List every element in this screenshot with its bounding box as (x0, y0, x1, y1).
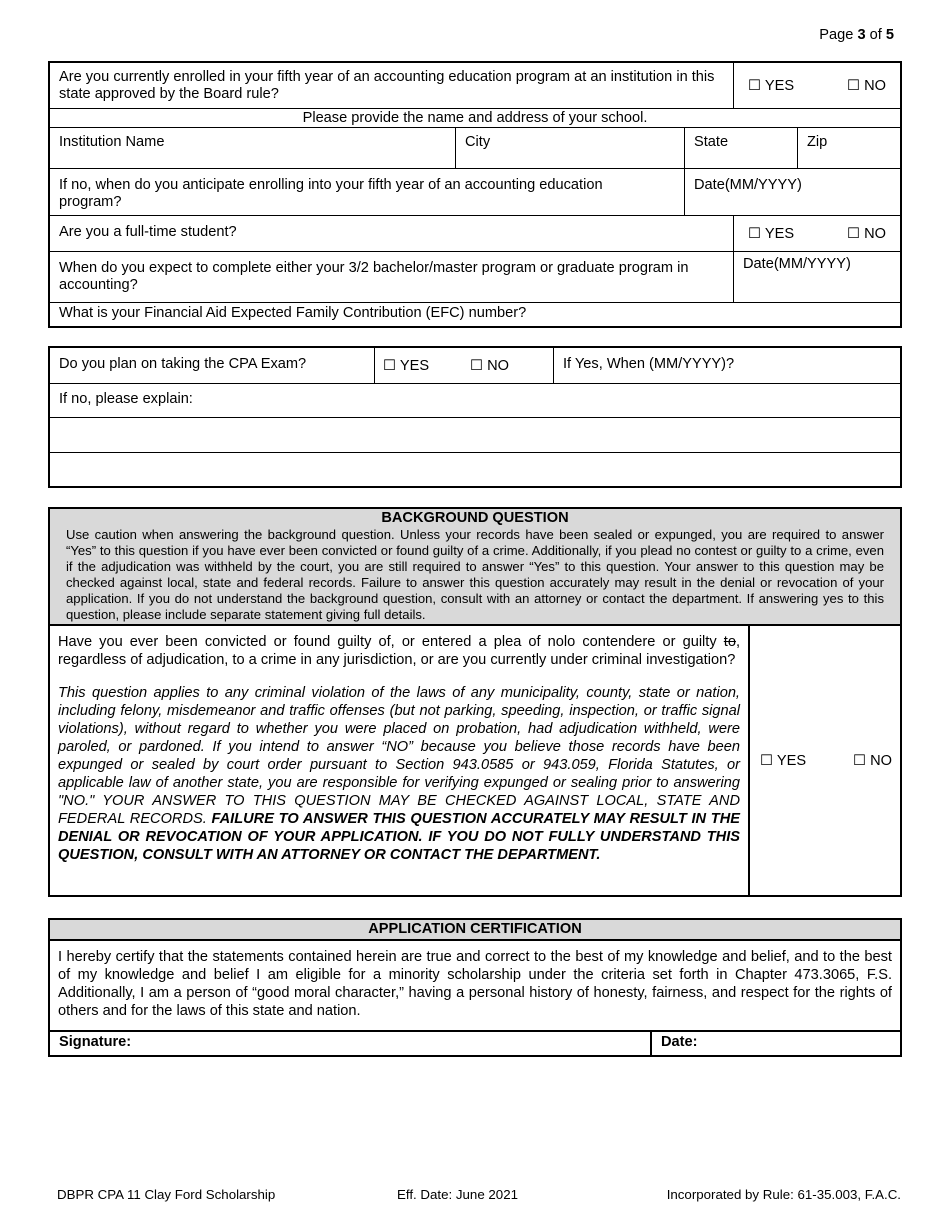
enrolled-checkboxes (733, 63, 900, 108)
anticipate-date-label: Date(MM/YYYY) (694, 177, 802, 193)
complete-date-label: Date(MM/YYYY) (743, 256, 851, 272)
school-prompt: Please provide the name and address of your school. (302, 110, 648, 126)
background-question-cell (50, 626, 748, 895)
footer-eff-date: Eff. Date: June 2021 (397, 1187, 518, 1202)
cpa-when-label: If Yes, When (MM/YYYY)? (563, 356, 735, 372)
zip-field[interactable] (797, 128, 900, 168)
anticipate-date-field[interactable] (684, 169, 900, 215)
background-checkboxes (748, 626, 900, 895)
background-section (48, 507, 902, 897)
cpa-when-field[interactable] (553, 348, 900, 383)
fulltime-yes-checkbox[interactable]: ☐ YES (748, 226, 795, 242)
fulltime-checkboxes (733, 216, 900, 251)
certification-text: I hereby certify that the statements contained herein are true and correct to the best of my knowledge and belief, and to the best of my knowledge and belief I am eligible for a minority scholarship under the criteria set forth in Chapter 473.3065, F.S. Additionally, I am a person of “good moral character,” having a personal history of honesty, fairness, and respect for the rights of others and for the laws of this state and nation. (50, 941, 900, 1032)
page-number (819, 27, 894, 43)
state-field[interactable] (684, 128, 797, 168)
certification-title: APPLICATION CERTIFICATION (50, 920, 900, 941)
page-total: 5 (885, 27, 894, 43)
institution-name-label: Institution Name (59, 134, 165, 150)
state-label: State (694, 134, 729, 150)
signature-label: Signature: (59, 1034, 132, 1050)
footer-form-id: DBPR CPA 11 Clay Ford Scholarship (57, 1187, 276, 1202)
explain-label: If no, please explain: (59, 391, 193, 407)
cpa-exam-question: Do you plan on taking the CPA Exam? (59, 356, 307, 372)
explain-line-1[interactable] (50, 418, 900, 453)
cert-date-field[interactable] (650, 1032, 900, 1055)
cert-date-label: Date: (661, 1034, 698, 1050)
cpa-exam-section (48, 346, 902, 488)
cpa-exam-checkboxes (374, 348, 553, 383)
fulltime-question: Are you a full-time student? (59, 224, 237, 240)
background-caution: Use caution when answering the background question. Unless your records have been sealed or expunged, you are required to answer “Yes” to this question if you have ever been convicted or found guilty of a crime. Additionally, if you plead no contest or guilty to a crime, even if the adjudication was withheld by the court, you are still required to answer “Yes” to this question. Your answer to this question may be checked against local, state and federal records. Failure to answer this question accurately may result in the denial or revocation of your application. If you do not understand the background question, consult with an attorney or contact the department. If answering yes to this question, please include separate statement giving full details. (66, 527, 884, 622)
enrolled-question: Are you currently enrolled in your fifth year of an accounting education program at an institution in this state approved by the Board rule? (59, 69, 715, 102)
explain-line-2[interactable] (50, 453, 900, 486)
institution-name-field[interactable] (50, 128, 455, 168)
page-of: of (869, 27, 882, 43)
background-question: Have you ever been convicted or found guilty of, or entered a plea of nolo contendere or guilty to, regardless of adjudication, to a crime in any jurisdiction, or are you currently under criminal investigation? (58, 634, 740, 668)
background-no-checkbox[interactable]: ☐ NO (852, 753, 892, 769)
background-explanation: This question applies to any criminal violation of the laws of any municipality, county, state or nation, including felony, misdemeanor and traffic offenses (but not parking, speeding, inspection, or traffic signal violations), without regard to whether you were placed on probation, had adjudication withheld, were paroled, or pardoned. If you intend to answer “NO” because you believe those records have been expunged or sealed by court order pursuant to Section 943.0585 or 943.059, Florida Statutes, or applicable law of another state, you are responsible for verifying expunged or sealing prior to answering "NO." YOUR ANSWER TO THIS QUESTION MAY BE CHECKED AGAINST LOCAL, STATE AND FEDERAL RECORDS. FAILURE TO ANSWER THIS QUESTION ACCURATELY MAY RESULT IN THE DENIAL OR REVOCATION OF YOUR APPLICATION. IF YOU DO NOT FULLY UNDERSTAND THIS QUESTION, CONSULT WITH AN ATTORNEY OR CONTACT THE DEPARTMENT. (58, 685, 740, 863)
zip-label: Zip (807, 134, 828, 150)
complete-date-field[interactable] (733, 252, 900, 302)
cpa-yes-checkbox[interactable]: ☐ YES (383, 358, 430, 374)
enrolled-yes-checkbox[interactable]: ☐ YES (748, 78, 795, 94)
footer-rule: Incorporated by Rule: 61-35.003, F.A.C. (666, 1187, 901, 1202)
page-label: Page (819, 27, 854, 43)
fulltime-no-checkbox[interactable]: ☐ NO (846, 226, 886, 242)
city-field[interactable] (455, 128, 684, 168)
background-header (50, 509, 900, 626)
efc-question: What is your Financial Aid Expected Family Contribution (EFC) number? (59, 305, 527, 321)
background-title: BACKGROUND QUESTION (381, 510, 569, 526)
background-warning: FAILURE TO ANSWER THIS QUESTION ACCURATELY MAY RESULT IN THE DENIAL OR REVOCATION OF YOUR APPLICATION. IF YOU DO NOT FULLY UNDERSTAND THIS QUESTION, CONSULT WITH AN ATTORNEY OR CONTACT THE DEPARTMENT. (58, 811, 740, 863)
anticipate-question: If no, when do you anticipate enrolling into your fifth year of an accounting education program? (59, 177, 603, 210)
background-yes-checkbox[interactable]: ☐ YES (760, 753, 807, 769)
education-section (48, 61, 902, 328)
complete-question: When do you expect to complete either your 3/2 bachelor/master program or graduate program in accounting? (59, 260, 689, 293)
cpa-no-checkbox[interactable]: ☐ NO (470, 358, 510, 374)
certification-section (48, 918, 902, 1057)
struck-word: to (723, 634, 736, 650)
enrolled-no-checkbox[interactable]: ☐ NO (846, 78, 886, 94)
city-label: City (465, 134, 491, 150)
signature-field[interactable] (50, 1032, 650, 1055)
page-current: 3 (857, 27, 866, 43)
